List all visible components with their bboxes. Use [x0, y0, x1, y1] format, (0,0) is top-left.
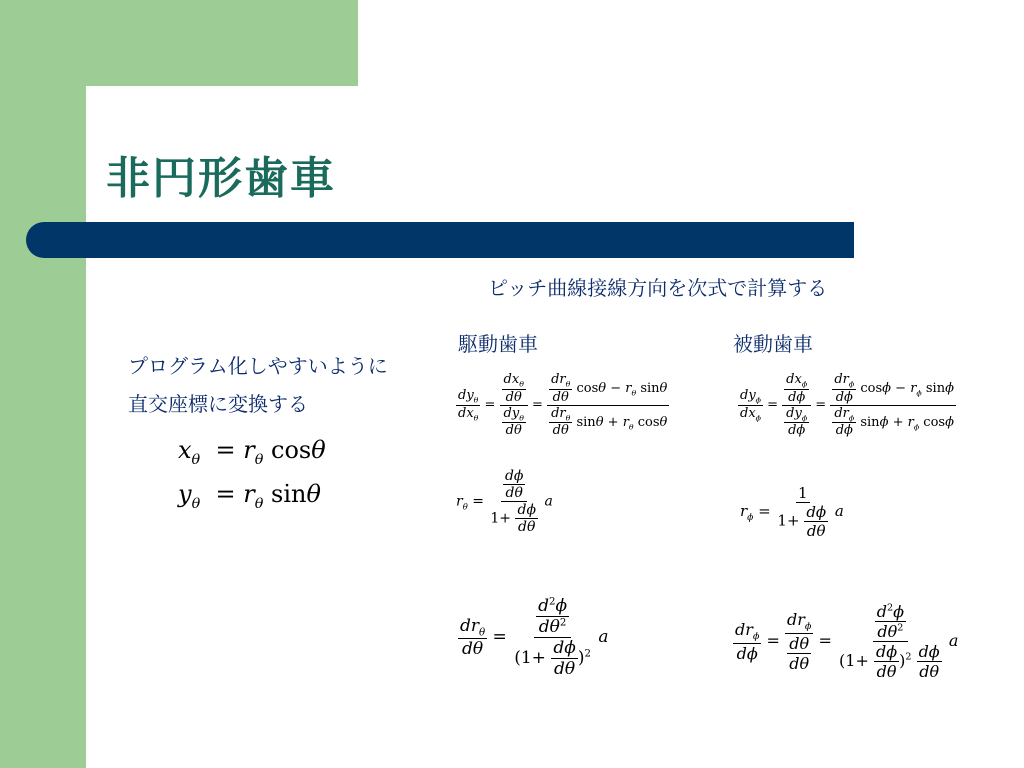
driven-gear-label: 被動歯車: [733, 332, 813, 356]
left-text-line2: 直交座標に変換する: [128, 392, 308, 416]
y-theta-equation: $y_\theta = r_\theta$ sinθ: [178, 480, 321, 512]
title-divider-bar: [26, 222, 854, 258]
slide-title: 非円形歯車: [106, 153, 336, 204]
driven-dydx-equation: $dy_\phi$ $dx_\phi$ = $dx_\phi$ dϕ $dy_\phi$ dϕ = $dr_\phi$ dϕ $\cos\phi - r_\phi$ sinϕ $dr_\phi$ dϕ $\sin\phi + r_\phi$ cosϕ: [740, 372, 954, 439]
left-text-line1: プログラム化しやすいように: [128, 354, 388, 378]
drive-dr-dtheta-equation: $dr_\theta$ dθ = $\frac{d^2\phi}{d\theta^2}$ (1+ $\frac{d\phi}{d\theta}$ )$^2$ a: [460, 596, 609, 679]
formula-heading: ピッチ曲線接線方向を次式で計算する: [488, 276, 828, 300]
x-theta-equation: $x_\theta = r_\theta$ cosθ: [178, 436, 326, 468]
top-green-band: [0, 0, 358, 86]
driven-dr-dphi-equation: $dr_\phi$ dϕ = $dr_\phi$ $\frac{d\theta}{d\theta}$ = $\frac{d^2\phi}{d\theta^2}$ (1+ $\frac{d\phi}{d\theta}$ )$^2$ $\frac{d\phi}{d\theta}$ a: [735, 602, 959, 681]
left-green-band: [0, 0, 86, 768]
drive-dydx-equation: $dy_\theta$ $dx_\theta$ = $dx_\theta$ dθ $dy_\theta$ dθ = $dr_\theta$ dθ $\cos\theta - r_\theta$ sinθ $dr_\theta$ dθ $\sin\theta + r_\theta$ cosθ: [458, 372, 668, 439]
drive-r-theta-equation: $r_\theta$ = $\frac{d\phi}{d\theta}$ 1+ $\frac{d\phi}{d\theta}$ a: [456, 468, 553, 535]
drive-gear-label: 駆動歯車: [458, 332, 538, 356]
driven-r-phi-equation: $r_\phi$ = 1 1+ $\frac{d\phi}{d\theta}$ a: [740, 484, 844, 540]
